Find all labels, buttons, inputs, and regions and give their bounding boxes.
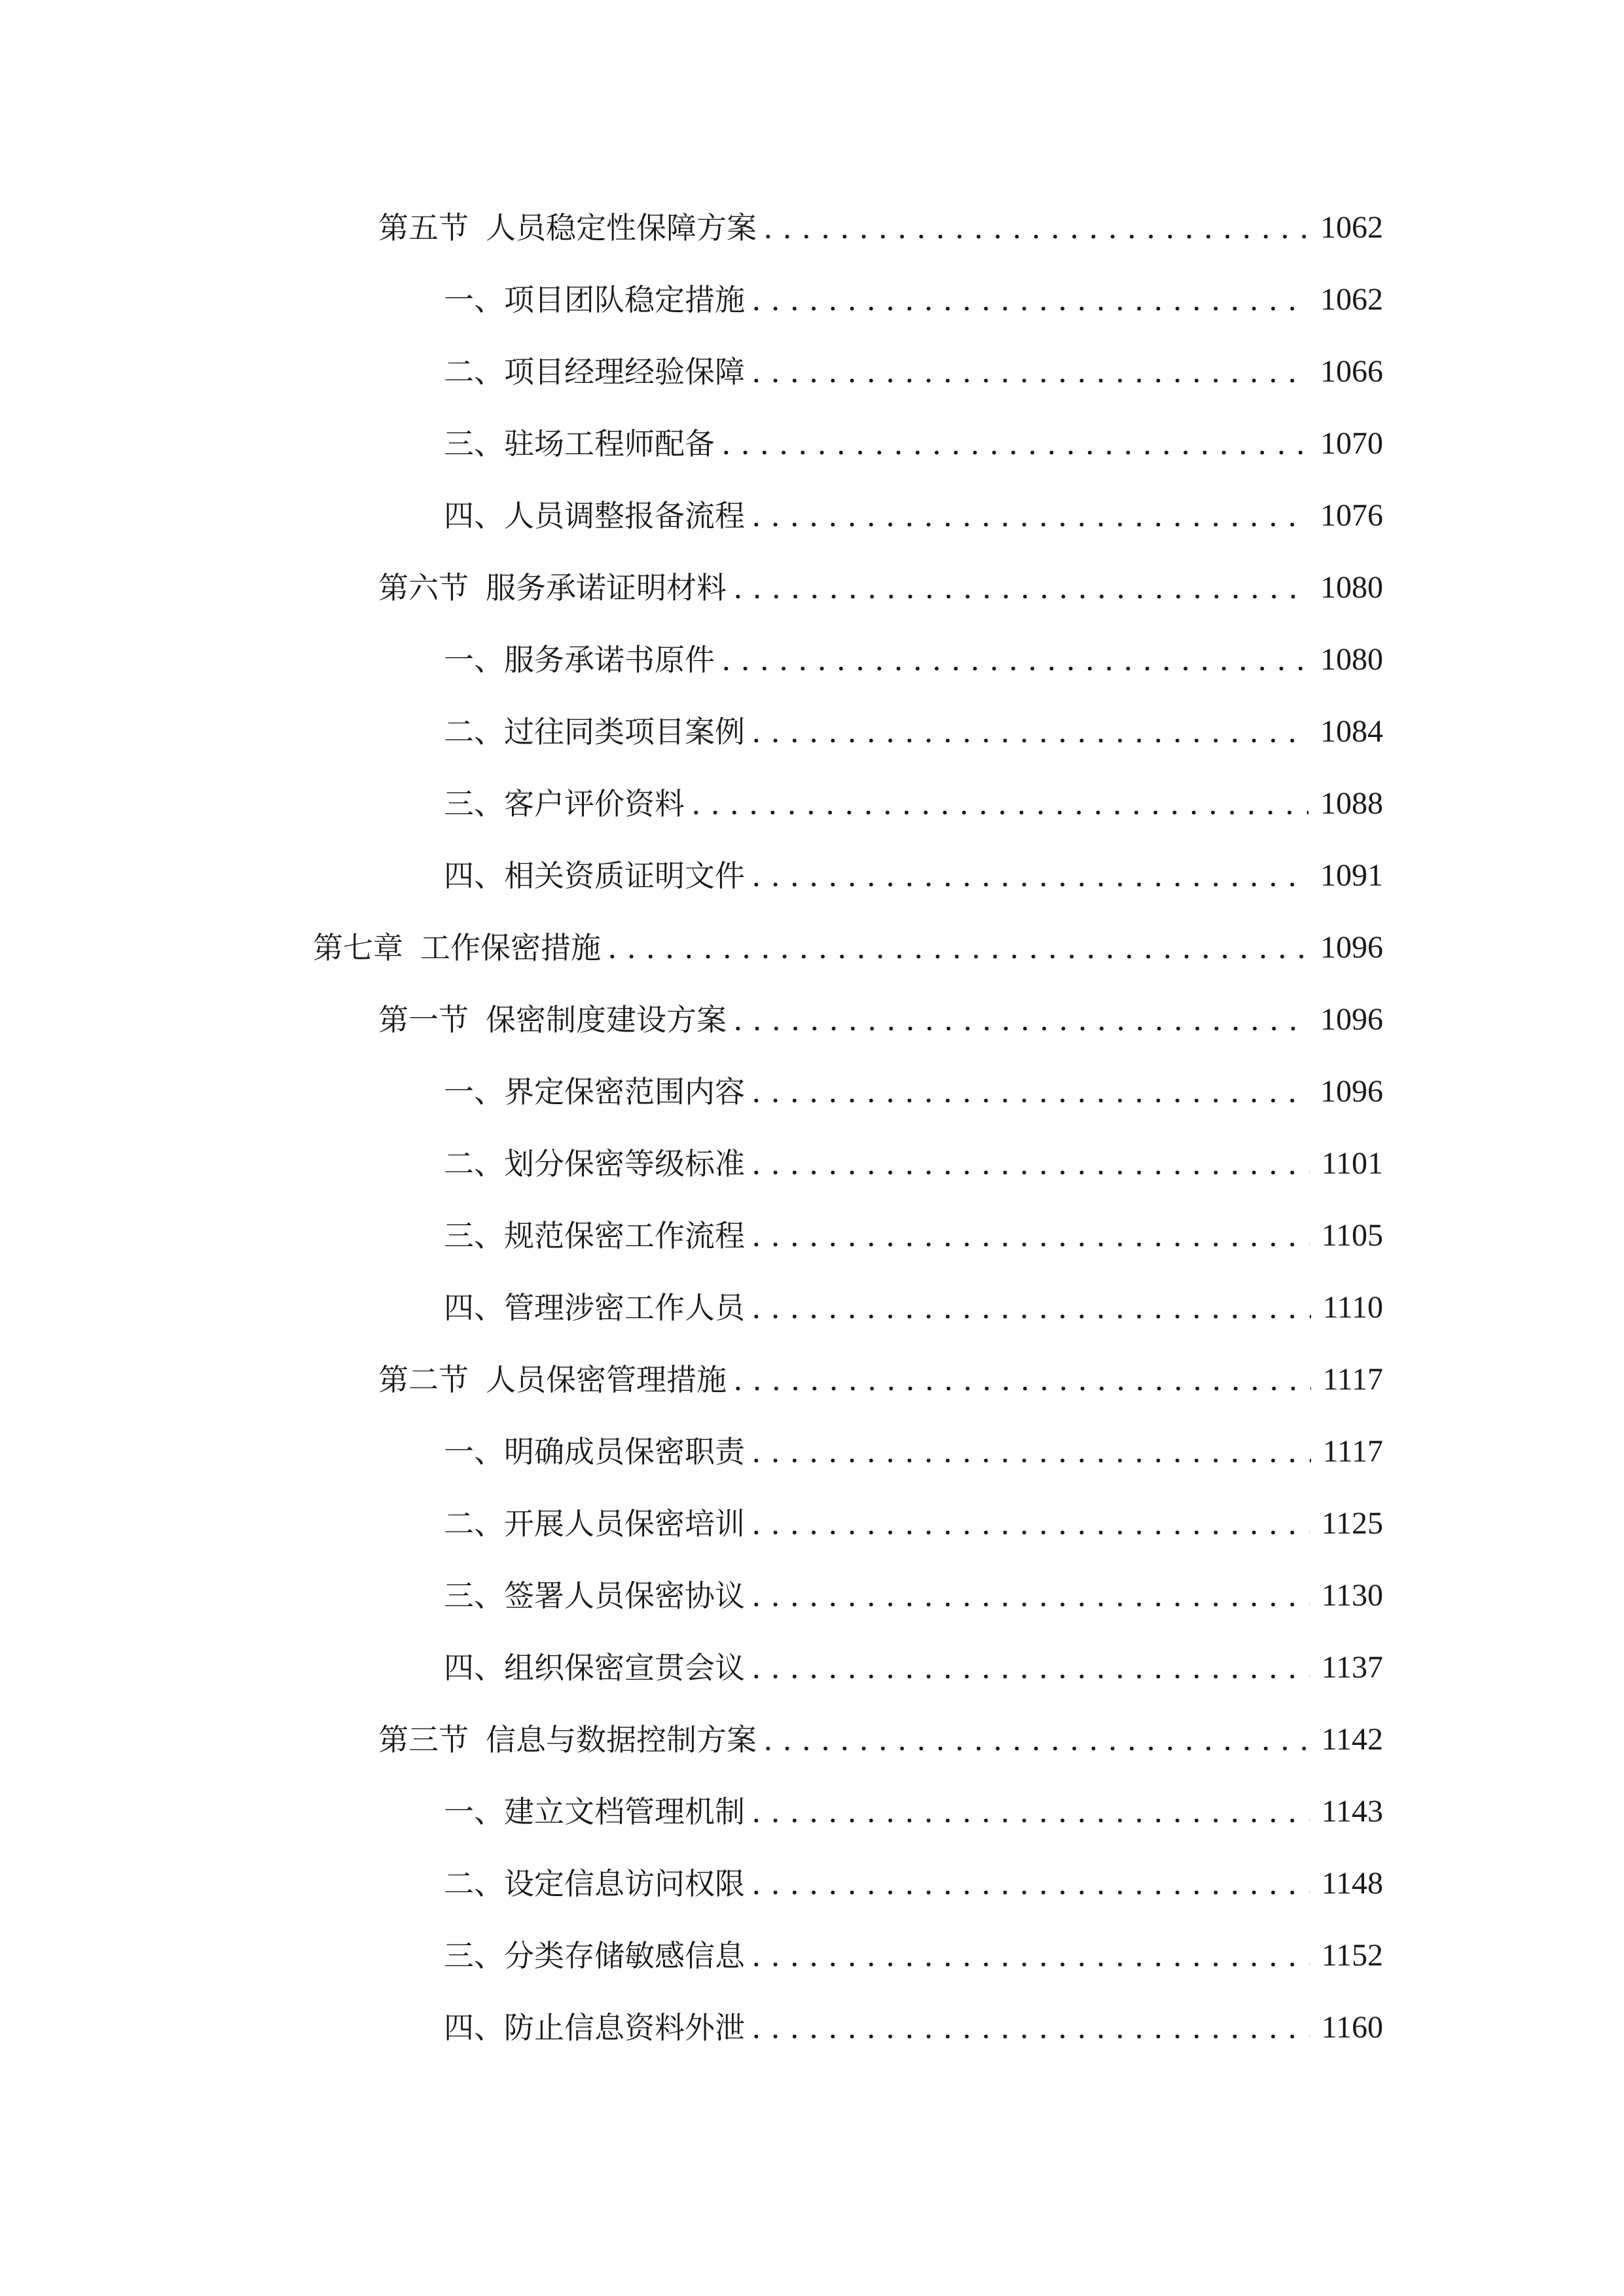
toc-page-number: 1062 <box>1320 210 1383 245</box>
toc-dot-leader <box>751 493 1308 539</box>
toc-entry-title: 开展人员保密培训 <box>504 1506 745 1541</box>
toc-page-number: 1101 <box>1321 1146 1383 1181</box>
toc-entry-number: 二、 <box>444 714 504 749</box>
toc-page-number: 1152 <box>1321 1938 1383 1973</box>
toc-dot-leader <box>751 2005 1310 2051</box>
toc-entry-title: 人员保密管理措施 <box>486 1362 727 1397</box>
toc-entry[interactable] <box>444 637 1383 683</box>
toc-entry[interactable] <box>444 1861 1383 1907</box>
toc-entry-number: 第七章 <box>313 930 403 965</box>
toc-page-number: 1096 <box>1320 1002 1383 1037</box>
toc-dot-leader <box>751 1933 1310 1979</box>
toc-entry[interactable] <box>313 925 1383 971</box>
toc-entry-number: 四、 <box>444 498 504 533</box>
toc-page-number: 1076 <box>1320 498 1383 533</box>
toc-dot-leader <box>751 1501 1310 1547</box>
toc-entry[interactable] <box>444 421 1383 467</box>
toc-entry[interactable] <box>444 853 1383 899</box>
toc-entry[interactable] <box>378 997 1383 1043</box>
toc-entry-title: 驻场工程师配备 <box>504 426 715 461</box>
toc-page-number: 1105 <box>1321 1218 1383 1253</box>
toc-page-number: 1084 <box>1320 714 1383 749</box>
toc-entry-number: 一、 <box>444 1074 504 1109</box>
toc-entry-number: 一、 <box>444 1434 504 1469</box>
toc-entry-title: 客户评价资料 <box>504 786 685 821</box>
toc-entry[interactable] <box>444 1429 1383 1475</box>
toc-dot-leader <box>733 1357 1311 1403</box>
toc-entry-number: 三、 <box>444 1578 504 1613</box>
toc-entry-number: 三、 <box>444 1218 504 1253</box>
toc-page-number: 1080 <box>1320 642 1383 677</box>
toc-entry-number: 四、 <box>444 2010 504 2045</box>
toc-entry[interactable] <box>444 1285 1383 1331</box>
toc-entry-title: 管理涉密工作人员 <box>504 1290 745 1325</box>
toc-entry-number: 四、 <box>444 1290 504 1325</box>
toc-entry-number: 二、 <box>444 1146 504 1181</box>
toc-entry-number: 三、 <box>444 786 504 821</box>
toc-dot-leader <box>763 1717 1310 1763</box>
toc-entry-title: 建立文档管理机制 <box>504 1794 745 1829</box>
toc-entry-title: 项目团队稳定措施 <box>504 282 745 317</box>
toc-entry-title: 组织保密宣贯会议 <box>504 1650 745 1685</box>
toc-entry-number: 三、 <box>444 426 504 461</box>
toc-entry[interactable] <box>378 205 1383 251</box>
toc-entry-number: 第六节 <box>378 570 469 605</box>
toc-entry-title: 过往同类项目案例 <box>504 714 745 749</box>
toc-entry[interactable] <box>444 1573 1383 1619</box>
toc-entry[interactable] <box>444 709 1383 755</box>
toc-page-number: 1066 <box>1320 354 1383 389</box>
toc-page-number: 1088 <box>1320 786 1383 821</box>
toc-entry-title: 相关资质证明文件 <box>504 858 745 893</box>
toc-page-number: 1096 <box>1320 1074 1383 1109</box>
toc-dot-leader <box>751 1069 1308 1115</box>
toc-dot-leader <box>751 1573 1310 1619</box>
toc-page-number: 1143 <box>1321 1794 1383 1829</box>
toc-dot-leader <box>691 781 1308 827</box>
toc-entry-title: 信息与数据控制方案 <box>486 1722 757 1757</box>
toc-entry-title: 签署人员保密协议 <box>504 1578 745 1613</box>
toc-page-number: 1137 <box>1321 1650 1383 1685</box>
toc-dot-leader <box>751 1285 1311 1331</box>
toc-page-number: 1110 <box>1322 1290 1383 1325</box>
toc-entry-number: 二、 <box>444 354 504 389</box>
toc-entry[interactable] <box>444 1069 1383 1115</box>
toc-entry-number: 第五节 <box>378 210 469 245</box>
toc-entry[interactable] <box>444 1501 1383 1547</box>
toc-dot-leader <box>721 637 1308 683</box>
toc-page-number: 1117 <box>1322 1362 1383 1397</box>
toc-dot-leader <box>751 277 1308 323</box>
toc-page-number: 1091 <box>1320 858 1383 893</box>
toc-dot-leader <box>721 421 1308 467</box>
toc-page-number: 1148 <box>1321 1866 1383 1901</box>
toc-entry-title: 防止信息资料外泄 <box>504 2010 745 2045</box>
toc-entry-title: 规范保密工作流程 <box>504 1218 745 1253</box>
toc-dot-leader <box>751 709 1308 755</box>
toc-entry-number: 一、 <box>444 1794 504 1829</box>
toc-entry-title: 人员调整报备流程 <box>504 498 745 533</box>
toc-entry-number: 第一节 <box>378 1002 469 1037</box>
toc-dot-leader <box>733 565 1308 611</box>
toc-entry-title: 工作保密措施 <box>420 930 601 965</box>
toc-dot-leader <box>751 1213 1310 1259</box>
toc-page-number: 1062 <box>1320 282 1383 317</box>
toc-page-number: 1160 <box>1321 2010 1383 2045</box>
toc-entry[interactable] <box>378 1357 1383 1403</box>
toc-dot-leader <box>751 1141 1310 1187</box>
toc-page-number: 1070 <box>1320 426 1383 461</box>
toc-entry-number: 二、 <box>444 1866 504 1901</box>
toc-entry[interactable] <box>378 1717 1383 1763</box>
toc-entry-title: 界定保密范围内容 <box>504 1074 745 1109</box>
toc-entry-title: 服务承诺证明材料 <box>486 570 727 605</box>
toc-entry-number: 四、 <box>444 858 504 893</box>
toc-entry-title: 服务承诺书原件 <box>504 642 715 677</box>
toc-dot-leader <box>751 1645 1310 1691</box>
toc-dot-leader <box>763 205 1308 251</box>
toc-entry-number: 四、 <box>444 1650 504 1685</box>
toc-page-number: 1096 <box>1320 930 1383 965</box>
toc-entry[interactable] <box>444 349 1383 395</box>
toc-entry-title: 人员稳定性保障方案 <box>486 210 757 245</box>
toc-dot-leader <box>751 1789 1310 1835</box>
toc-page-number: 1142 <box>1321 1722 1383 1757</box>
toc-entry-title: 划分保密等级标准 <box>504 1146 745 1181</box>
toc-dot-leader <box>751 349 1308 395</box>
toc-entry[interactable] <box>378 565 1383 611</box>
toc-entry[interactable] <box>444 2005 1383 2051</box>
toc-entry-title: 保密制度建设方案 <box>486 1002 727 1037</box>
toc-entry-title: 项目经理经验保障 <box>504 354 745 389</box>
toc-entry-title: 分类存储敏感信息 <box>504 1938 745 1973</box>
toc-entry[interactable] <box>444 781 1383 827</box>
toc-page-number: 1080 <box>1320 570 1383 605</box>
toc-entry[interactable] <box>444 1789 1383 1835</box>
toc-entry-number: 一、 <box>444 642 504 677</box>
toc-dot-leader <box>751 1429 1311 1475</box>
toc-entry[interactable] <box>444 1141 1383 1187</box>
toc-page-number: 1117 <box>1322 1434 1383 1469</box>
toc-entry[interactable] <box>444 1645 1383 1691</box>
toc-entry[interactable] <box>444 493 1383 539</box>
toc-page-number: 1125 <box>1321 1506 1383 1541</box>
toc-dot-leader <box>607 925 1308 971</box>
toc-entry-number: 三、 <box>444 1938 504 1973</box>
toc-entry[interactable] <box>444 1933 1383 1979</box>
toc-entry-number: 二、 <box>444 1506 504 1541</box>
toc-entry-number: 第二节 <box>378 1362 469 1397</box>
toc-entry-number: 一、 <box>444 282 504 317</box>
toc-dot-leader <box>751 1861 1310 1907</box>
toc-entry[interactable] <box>444 277 1383 323</box>
toc-entry-title: 设定信息访问权限 <box>504 1866 745 1901</box>
toc-entry[interactable] <box>444 1213 1383 1259</box>
toc-dot-leader <box>733 997 1308 1043</box>
toc-page-number: 1130 <box>1321 1578 1383 1613</box>
toc-entry-title: 明确成员保密职责 <box>504 1434 745 1469</box>
toc-entry-number: 第三节 <box>378 1722 469 1757</box>
toc-dot-leader <box>751 853 1308 899</box>
